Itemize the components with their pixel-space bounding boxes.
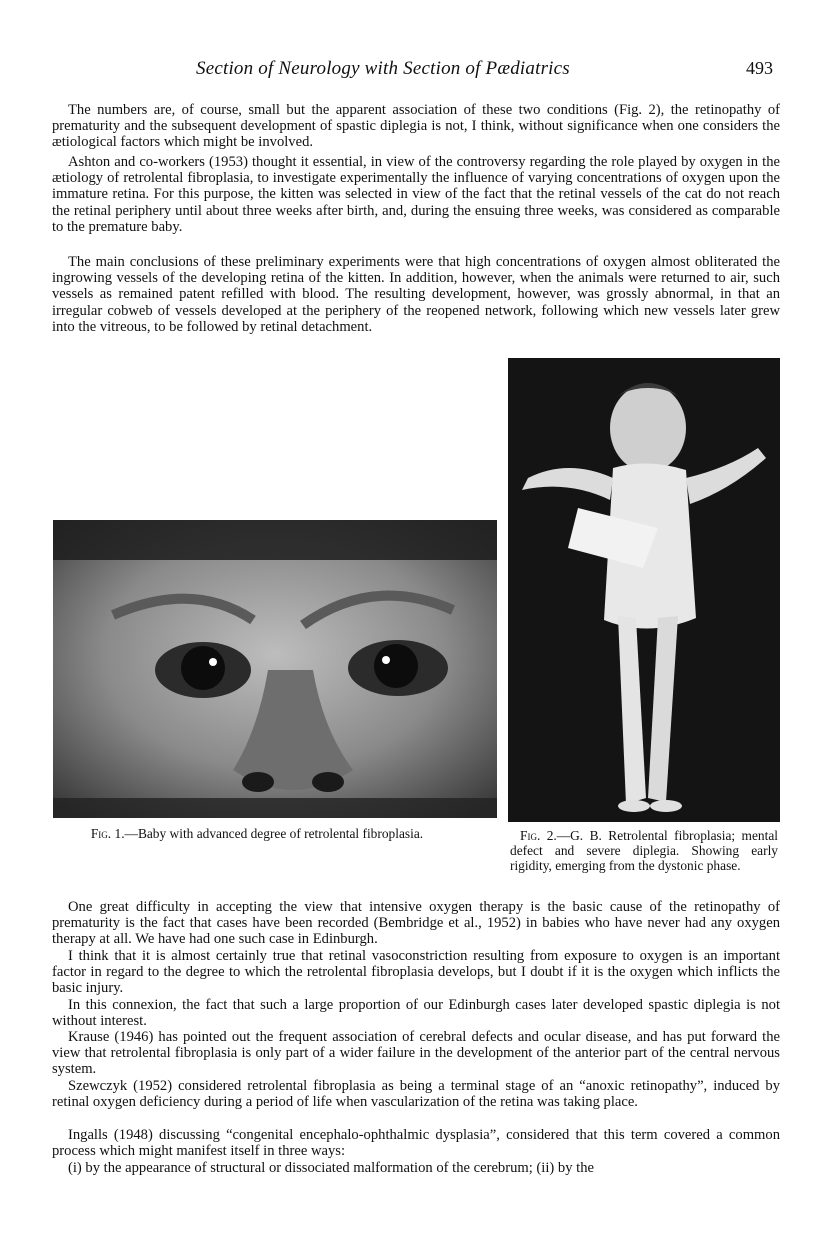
paragraph-8: Szewczyk (1952) considered retrolental fibroplasia as being a terminal stage of an “anoxic retinopathy”, induced by retinal oxygen deficiency during a period of life when vascularization of the retina was taking place.: [52, 1078, 780, 1111]
paragraph-3: The main conclusions of these preliminary experiments were that high concentrations of oxygen almost obliterated the ingrowing vessels of the developing retina of the kitten. In addition, however, when the animals were returned to air, such vessels as remained patent refilled with blood. The resulting development, however, was grossly abnormal, in that an irregular cobweb of vessels developed at the periphery of the reopened network, following which new vessels later grew into the vitreous, to be followed by retinal detachment.: [52, 254, 780, 335]
child-standing-illustration: [508, 358, 780, 822]
paragraph-2: Ashton and co-workers (1953) thought it essential, in view of the controversy regarding the role played by oxygen in the ætiology of retrolental fibroplasia, to investigate experimentally the influence of varying concentrations of oxygen upon the immature retina. For this purpose, the kitten was selected in view of the fact that the retinal vessels of the cat do not reach the retinal periphery until about three weeks after birth, and, during the ensuing three weeks, was considered as comparable to the premature baby.: [52, 154, 780, 235]
paragraph-7: Krause (1946) has pointed out the frequent association of cerebral defects and ocular disease, and has put forward the view that retrolental fibroplasia is only part of a wider failure in the development of the anterior part of the central nervous system.: [52, 1029, 780, 1078]
running-header: [0, 58, 816, 82]
figure-2-label: Fig. 2.: [520, 828, 557, 843]
paragraph-9: Ingalls (1948) discussing “congenital encephalo-ophthalmic dysplasia”, considered that this term covered a common process which might manifest itself in three ways:: [52, 1127, 780, 1160]
paragraph-6: In this connexion, the fact that such a large proportion of our Edinburgh cases later developed spastic diplegia is not without interest.: [52, 997, 780, 1030]
baby-face-illustration: [53, 520, 497, 818]
figure-2-photo: [508, 358, 780, 822]
running-title: Section of Neurology with Section of Pædiatrics: [196, 58, 570, 79]
paragraph-1: The numbers are, of course, small but the apparent association of these two conditions (Fig. 2), the retinopathy of prematurity and the subsequent development of spastic diplegia is not, I think, without significance when one considers the ætiological factors which might be involved.: [52, 102, 780, 151]
page-number: 493: [746, 58, 773, 78]
figure-2-caption: [510, 828, 778, 873]
figure-1-label: Fig. 1.: [90, 826, 125, 841]
figure-2-caption-text: —G. B. Retrolental fibroplasia; mental defect and severe diplegia. Showing early rigidity, emerging from the dystonic phase.: [510, 828, 778, 873]
paragraph-10: (i) by the appearance of structural or dissociated malformation of the cerebrum; (ii) by the: [68, 1160, 594, 1176]
paragraph-4: One great difficulty in accepting the view that intensive oxygen therapy is the basic cause of the retinopathy of prematurity is the fact that cases have been recorded (Bembridge et al., 1952) in babies who have never had any oxygen therapy at all. We have had one such case in Edinburgh.: [52, 899, 780, 948]
paragraph-5: I think that it is almost certainly true that retinal vasoconstriction resulting from exposure to oxygen is an important factor in regard to the degree to which the retrolental fibroplasia develops, but I doubt if it is the oxygen which inflicts the basic injury.: [52, 948, 780, 997]
figure-1-caption-text: —Baby with advanced degree of retrolental fibroplasia.: [124, 826, 424, 841]
figure-1-photo: [53, 520, 497, 818]
figure-1-caption: [82, 826, 432, 841]
